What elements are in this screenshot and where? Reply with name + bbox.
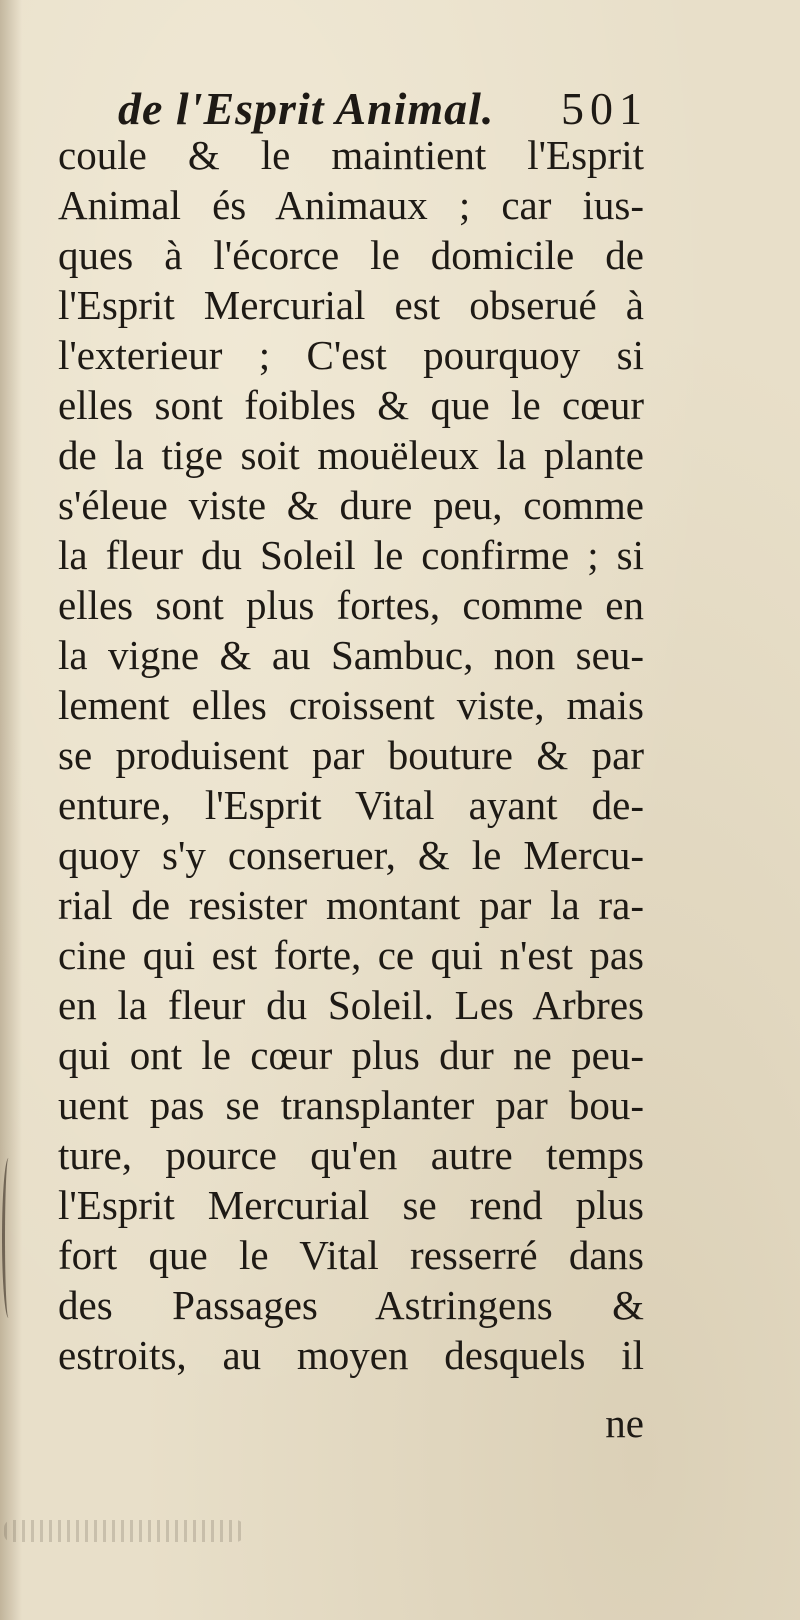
text-line: se produisent par bouture & par bbox=[58, 732, 644, 778]
text-line: fort que le Vital resserré dans bbox=[58, 1232, 644, 1278]
text-line: l'Esprit Mercurial est obserué à bbox=[58, 282, 644, 328]
text-line: quoy s'y conseruer, & le Mercu- bbox=[58, 832, 644, 878]
running-title: de l'Esprit Animal. bbox=[118, 83, 495, 134]
text-line: la vigne & au Sambuc, non seu- bbox=[58, 632, 644, 678]
text-line: rial de resister montant par la ra- bbox=[58, 882, 644, 928]
text-line: des Passages Astringens & bbox=[58, 1282, 644, 1328]
text-line: ture, pource qu'en autre temps bbox=[58, 1132, 644, 1178]
text-line: enture, l'Esprit Vital ayant de- bbox=[58, 782, 644, 828]
text-line: cine qui est forte, ce qui n'est pas bbox=[58, 932, 644, 978]
text-line: elles sont plus fortes, comme en bbox=[58, 582, 644, 628]
text-line: Animal és Animaux ; car ius- bbox=[58, 182, 644, 228]
text-line: en la fleur du Soleil. Les Arbres bbox=[58, 982, 644, 1028]
text-line: ques à l'écorce le domicile de bbox=[58, 232, 644, 278]
text-line: de la tige soit mouëleux la plante bbox=[58, 432, 644, 478]
text-line: coule & le maintient l'Esprit bbox=[58, 132, 644, 178]
text-line: uent pas se transplanter par bou- bbox=[58, 1082, 644, 1128]
gutter-shadow bbox=[0, 0, 22, 1620]
text-line: l'Esprit Mercurial se rend plus bbox=[58, 1182, 644, 1228]
page-number: 501 bbox=[561, 83, 648, 134]
text-line: estroits, au moyen desquels il bbox=[58, 1332, 644, 1378]
text-line: la fleur du Soleil le confirme ; si bbox=[58, 532, 644, 578]
text-line: qui ont le cœur plus dur ne peu- bbox=[58, 1032, 644, 1078]
ink-smudge bbox=[4, 1520, 244, 1542]
text-line: l'exterieur ; C'est pourquoy si bbox=[58, 332, 644, 378]
margin-mark bbox=[2, 1158, 15, 1318]
text-line: lement elles croissent viste, mais bbox=[58, 682, 644, 728]
text-line: elles sont foibles & que le cœur bbox=[58, 382, 644, 428]
catchword: ne bbox=[605, 1400, 644, 1446]
text-line: s'éleue viste & dure peu, comme bbox=[58, 482, 644, 528]
